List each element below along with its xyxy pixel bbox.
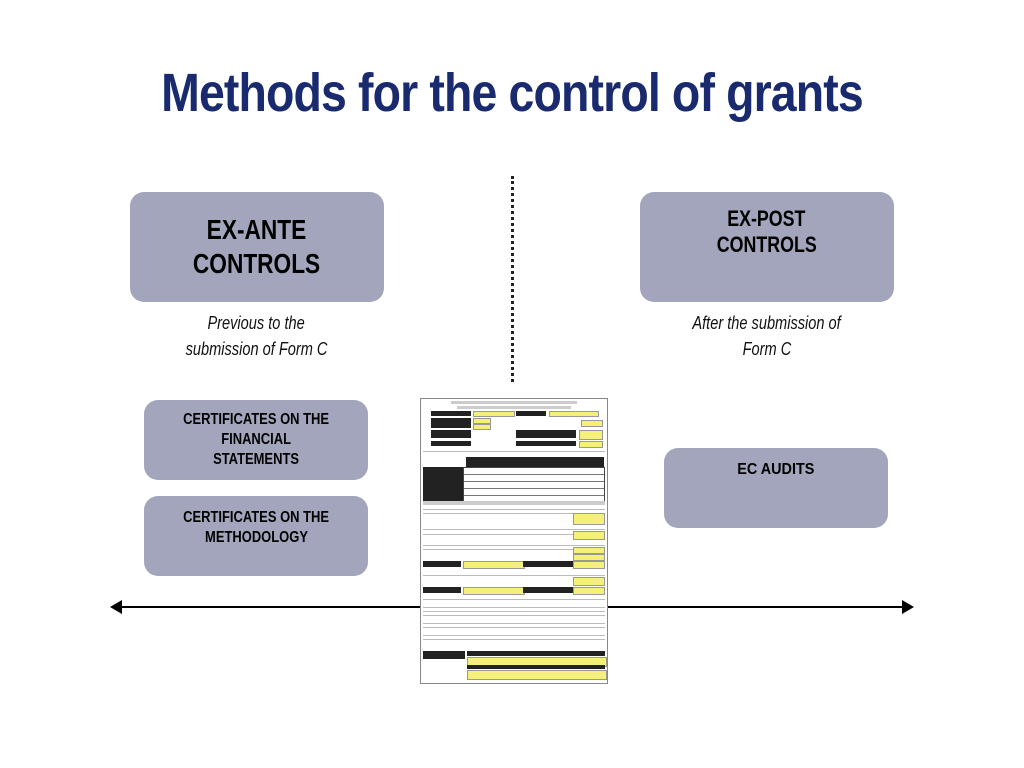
section-divider xyxy=(511,176,514,382)
ex-post-heading-line1: EX-POST xyxy=(727,206,807,231)
ex-post-caption-line2: Form C xyxy=(742,339,792,360)
ex-ante-controls-box xyxy=(130,192,384,302)
ex-ante-heading-line2: CONTROLS xyxy=(193,248,321,279)
timeline-line-right xyxy=(606,606,904,608)
ex-ante-caption-line2: submission of Form C xyxy=(186,339,328,360)
ex-ante-heading-line1: EX-ANTE xyxy=(207,214,307,246)
cm-line1: CERTIFICATES ON THE xyxy=(183,509,329,526)
ec-audits-label: EC AUDITS xyxy=(737,461,815,478)
ex-ante-caption-line1: Previous to the xyxy=(208,313,306,333)
arrow-right-icon xyxy=(902,600,914,614)
ex-post-caption-line1: After the submission of xyxy=(692,313,842,333)
cm-line2: METHODOLOGY xyxy=(204,529,308,546)
timeline-line-left xyxy=(120,606,420,608)
ex-post-heading-line2: CONTROLS xyxy=(716,232,817,258)
ex-post-controls-box xyxy=(640,192,894,302)
cfs-line1: CERTIFICATES ON THE xyxy=(183,411,329,428)
cfs-line3: STATEMENTS xyxy=(213,451,299,468)
ex-post-caption xyxy=(640,310,894,362)
certificates-financial-statements-box xyxy=(144,400,368,480)
form-c-document-icon xyxy=(420,398,608,684)
cfs-line2: FINANCIAL xyxy=(221,431,291,448)
ex-ante-caption xyxy=(130,310,384,362)
certificates-methodology-box xyxy=(144,496,368,576)
ec-audits-box xyxy=(664,448,888,528)
slide-title: Methods for the control of grants xyxy=(161,63,863,123)
